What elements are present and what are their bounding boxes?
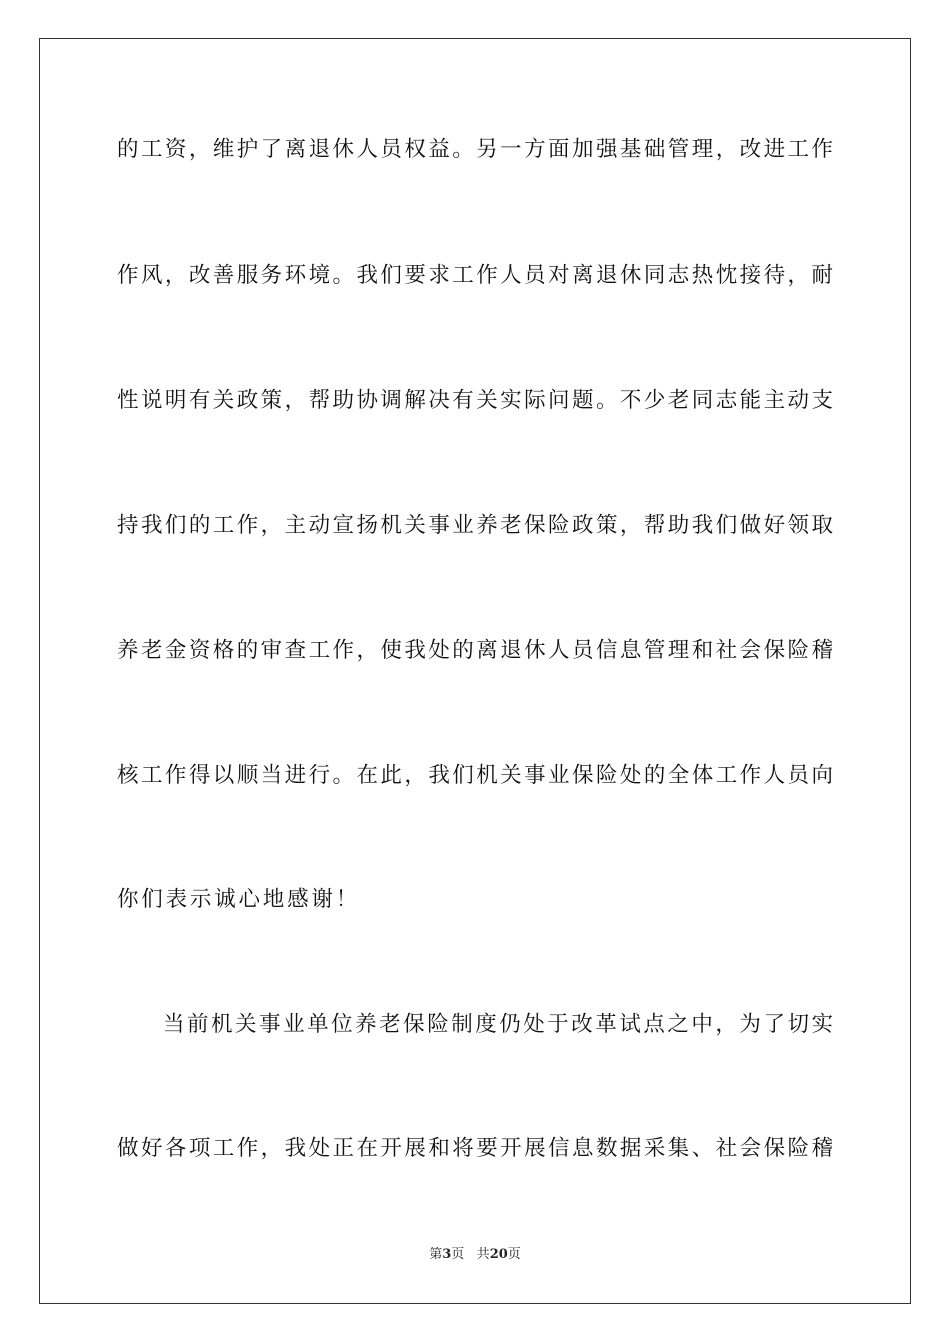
body-line-4: 持我们的工作，主动宣扬机关事业养老保险政策，帮助我们做好领取 <box>117 513 833 538</box>
footer-total-pages: 20 <box>489 1247 508 1262</box>
body-line-5: 养老金资格的审查工作，使我处的离退休人员信息管理和社会保险稽 <box>117 638 833 663</box>
footer-total-suffix: 页 <box>507 1247 521 1262</box>
page-border <box>39 38 911 1304</box>
body-line-3: 性说明有关政策，帮助协调解决有关实际问题。不少老同志能主动支 <box>117 388 833 413</box>
page-footer <box>0 1246 950 1264</box>
footer-page-prefix: 第 <box>429 1247 443 1262</box>
footer-page-number: 3 <box>442 1247 452 1262</box>
body-line-6: 核工作得以顺当进行。在此，我们机关事业保险处的全体工作人员向 <box>117 763 833 788</box>
body-line-7: 你们表示诚心地感谢！ <box>117 887 361 912</box>
footer-total-prefix: 共 <box>476 1247 490 1262</box>
footer-page-suffix: 页 <box>451 1247 465 1262</box>
body-line-8: 当前机关事业单位养老保险制度仍处于改革试点之中，为了切实 <box>163 1012 833 1037</box>
body-line-9: 做好各项工作，我处正在开展和将要开展信息数据采集、社会保险稽 <box>117 1136 833 1161</box>
body-line-2: 作风，改善服务环境。我们要求工作人员对离退休同志热忱接待，耐 <box>117 263 833 288</box>
body-line-1: 的工资，维护了离退休人员权益。另一方面加强基础管理，改进工作 <box>117 137 833 162</box>
